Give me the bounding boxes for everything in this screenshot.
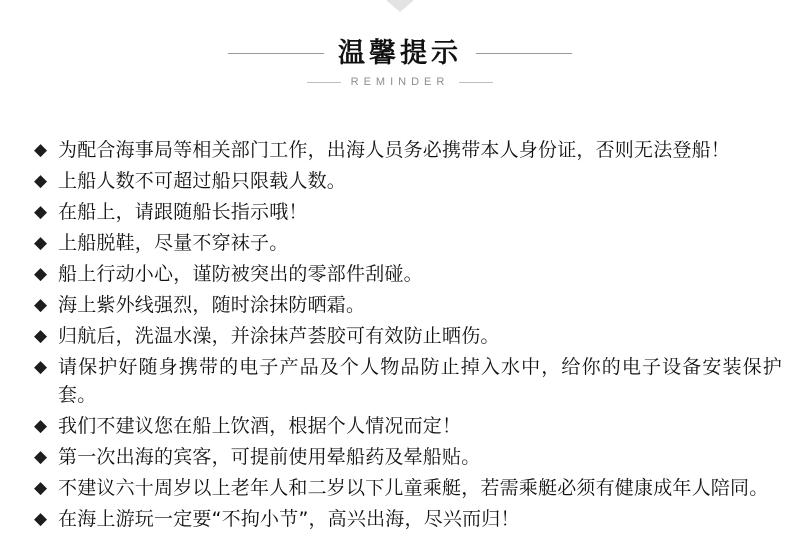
diamond-bullet-icon: ◆ xyxy=(34,171,48,190)
list-item-text: 第一次出海的宾客，可提前使用晕船药及晕船贴。 xyxy=(58,446,481,468)
diamond-bullet-icon: ◆ xyxy=(34,264,48,283)
list-item xyxy=(34,443,782,471)
diamond-bullet-icon: ◆ xyxy=(34,295,48,314)
diamond-bullet-icon: ◆ xyxy=(34,509,48,528)
subtitle-row xyxy=(0,76,800,88)
list-item-text: 船上行动小心，谨防被突出的零部件刮碰。 xyxy=(58,263,423,285)
diamond-bullet-icon: ◆ xyxy=(34,326,48,345)
list-item-text: 在海上游玩一定要“不拘小节”，高兴出海，尽兴而归！ xyxy=(58,508,520,530)
top-triangle-decoration xyxy=(386,0,414,12)
diamond-bullet-icon: ◆ xyxy=(34,233,48,252)
page-title: 温馨提示 xyxy=(338,38,462,69)
list-item-text: 归航后，洗温水澡，并涂抹芦荟胶可有效防止晒伤。 xyxy=(58,325,500,347)
list-item xyxy=(34,353,782,409)
diamond-bullet-icon: ◆ xyxy=(34,416,48,435)
list-item-text: 上船脱鞋，尽量不穿袜子。 xyxy=(58,232,289,254)
list-item xyxy=(34,229,782,257)
diamond-bullet-icon: ◆ xyxy=(34,447,48,466)
diamond-bullet-icon: ◆ xyxy=(34,478,48,497)
list-item-text: 我们不建议您在船上饮酒，根据个人情况而定！ xyxy=(58,415,462,437)
list-item xyxy=(34,474,782,502)
list-item-text: 海上紫外线强烈，随时涂抹防晒霜。 xyxy=(58,294,366,316)
page-header xyxy=(0,0,800,88)
list-item xyxy=(34,291,782,319)
subtitle-rule-left xyxy=(307,82,341,83)
list-item-text: 在船上，请跟随船长指示哦！ xyxy=(58,201,308,223)
list-item-text: 上船人数不可超过船只限载人数。 xyxy=(58,170,347,192)
list-item-text: 为配合海事局等相关部门工作，出海人员务必携带本人身份证，否则无法登船！ xyxy=(58,139,731,161)
title-rule-left xyxy=(228,53,324,54)
reminder-list xyxy=(34,136,782,536)
list-item xyxy=(34,505,782,533)
subtitle-rule-right xyxy=(459,82,493,83)
list-item xyxy=(34,260,782,288)
title-row xyxy=(0,40,800,67)
diamond-bullet-icon: ◆ xyxy=(34,202,48,221)
list-item xyxy=(34,322,782,350)
diamond-bullet-icon: ◆ xyxy=(34,140,48,159)
list-item xyxy=(34,198,782,226)
list-item-text: 不建议六十周岁以上老年人和二岁以下儿童乘艇，若需乘艇必须有健康成年人陪同。 xyxy=(58,477,769,499)
list-item xyxy=(34,412,782,440)
diamond-bullet-icon: ◆ xyxy=(34,357,48,376)
list-item xyxy=(34,136,782,164)
page-subtitle: REMINDER xyxy=(350,76,450,88)
list-item xyxy=(34,167,782,195)
list-item-text: 请保护好随身携带的电子产品及个人物品防止掉入水中，给你的电子设备安装保护套。 xyxy=(58,356,782,406)
title-rule-right xyxy=(476,53,572,54)
